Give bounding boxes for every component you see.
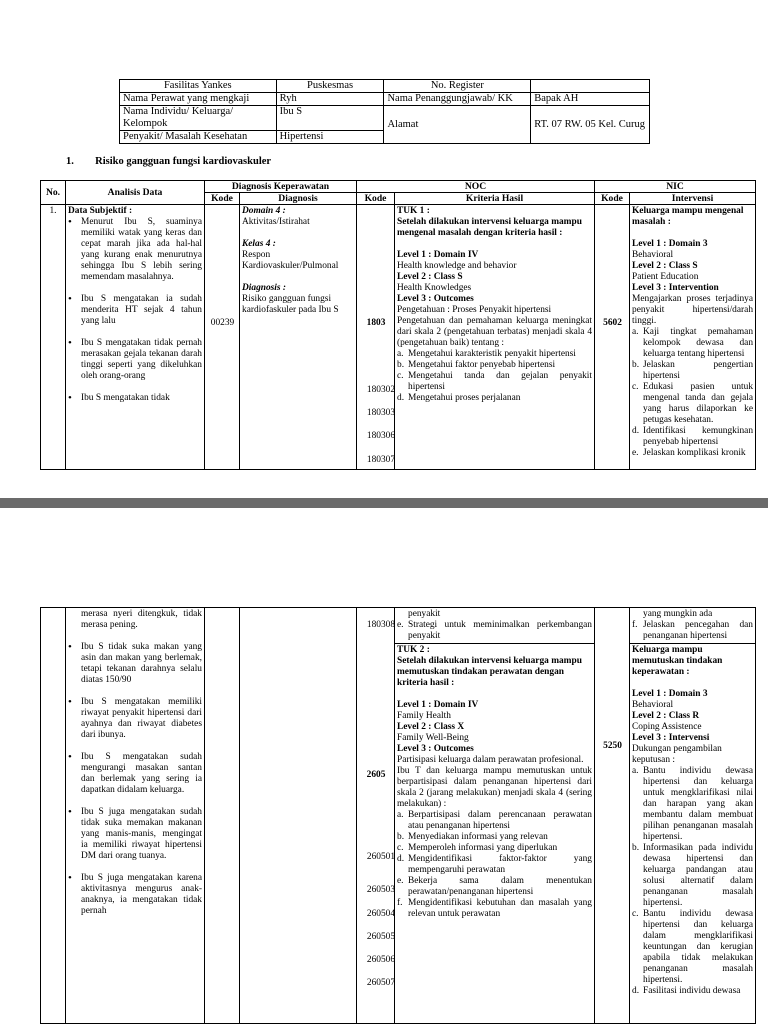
list-item: f. Jelaskan pencegahan dan penanganan hipertensi xyxy=(632,620,753,641)
list-item: • Ibu S mengatakan ia sudah menderita HT sejak 4 tahun yang lalu xyxy=(68,294,202,327)
section-title: Risiko gangguan fungsi kardiovaskuler xyxy=(95,156,272,167)
list-item: • Ibu S juga mengatakan sudah tidak suka memakan makanan yang manis-manis, mengingat ia memiliki riwayat hipertensi DM dari orang tuanya. xyxy=(68,807,202,862)
noc-code: 180308 xyxy=(366,620,395,630)
analisis-data-cell xyxy=(66,205,205,470)
individual-value: Ibu S xyxy=(276,106,384,131)
subjective-data-title: Data Subjektif : xyxy=(68,206,133,216)
noc-level2-value: Health Knowledges xyxy=(397,283,472,293)
list-item: c. Mengetahui tanda dan gejalan penyakit hipertensi xyxy=(397,371,593,392)
class-value: Respon Kardiovaskuler/Pulmonal xyxy=(242,250,339,271)
noc-code: 180302 xyxy=(366,385,395,395)
tuk-label: TUK 1 : xyxy=(397,206,430,216)
list-item: • Ibu S juga mengatakan karena aktivitasnya mengurus anak-anaknya, ia mengatakan tidak pernah xyxy=(68,873,202,917)
list-item: • Ibu S mengatakan sudah mengurangi masakan santan dan berlemak yang sering ia dapatkan didalam keluarga. xyxy=(68,752,202,796)
nic-level2-value: Coping Assistence xyxy=(632,722,702,732)
care-plan-table xyxy=(40,180,756,470)
noc-code: 260503 xyxy=(366,885,395,895)
list-item: a. Berpartisipasi dalam perencanaan perawatan atau penanganan hipertensi xyxy=(397,810,592,831)
nic-level3: Level 3 : Intervention xyxy=(632,283,719,293)
nic-intervention-cell xyxy=(630,205,756,470)
noc-code: 260504 xyxy=(366,909,395,919)
domain-label: Domain 4 : xyxy=(242,206,286,216)
diagnosis-label: Diagnosis : xyxy=(242,283,287,293)
tuk-text: Setelah dilakukan intervensi keluarga mampu mengenal masalah dengan kriteria hasil : xyxy=(397,217,582,238)
nic-code-cell xyxy=(595,205,630,470)
noc-level2: Level 2 : Class X xyxy=(397,722,465,732)
nic-level3-value: Mengajarkan proses terjadinya penyakit hipertensi/darah tinggi. xyxy=(632,294,754,326)
nic-title: Keluarga mampu memutuskan tindakan keperawatan : xyxy=(632,645,723,677)
noc-code: 1803 xyxy=(366,318,386,328)
header-noc: NOC xyxy=(357,181,595,193)
noc-continued: penyakit xyxy=(408,609,441,619)
nic-level2: Level 2 : Class R xyxy=(632,711,700,721)
nic-continued: yang mungkin ada xyxy=(643,609,713,619)
diagnosis-value: Risiko gangguan fungsi kardiofaskuler pada Ibu S xyxy=(242,294,339,315)
noc-code: 260505 xyxy=(366,932,395,942)
noc-outcome: Partisipasi keluarga dalam perawatan profesional. xyxy=(397,755,584,765)
list-item: • Ibu S mengatakan tidak pernah merasakan gejala tekanan darah tinggi seperti yang dikeluhkan oleh orang-orang xyxy=(68,338,202,382)
nic-level3: Level 3 : Intervensi xyxy=(632,733,710,743)
care-plan-table-continued xyxy=(40,607,756,1024)
list-item: b. Menyediakan informasi yang relevan xyxy=(397,832,548,842)
noc-criteria-cell xyxy=(395,608,595,1024)
nic-level1: Level 1 : Domain 3 xyxy=(632,239,708,249)
noc-level2: Level 2 : Class S xyxy=(397,272,463,282)
list-item: a. Mengetahui karakteristik penyakit hipertensi xyxy=(397,349,576,359)
responsible-value: Bapak AH xyxy=(531,93,650,106)
header-kode-nic: Kode xyxy=(595,193,630,205)
list-item: d. Mengetahui proses perjalanan xyxy=(397,393,521,403)
noc-level1-value: Health knowledge and behavior xyxy=(397,261,517,271)
list-item: d. Fasilitasi individu dewasa xyxy=(632,986,741,996)
domain-value: Aktivitas/Istirahat xyxy=(242,217,310,227)
list-item: • Ibu S tidak suka makan yang asin dan makan yang berlemak, tetapi tekanan darahnya selalu diatas 150/90 xyxy=(68,642,202,686)
header-kode-dk: Kode xyxy=(205,193,240,205)
noc-level1: Level 1 : Domain IV xyxy=(397,700,479,710)
noc-outcome-desc: Ibu T dan keluarga mampu memutuskan untuk berpartisipasi dalam penanganan hipertensi dari skala 2 (jarang melakukan) menjadi skala 4 (sering melakukan) : xyxy=(397,766,592,809)
noc-code: 180307 xyxy=(366,455,395,465)
header-intervensi: Intervensi xyxy=(630,193,756,205)
noc-code-cell xyxy=(357,608,395,1024)
list-item: b. Jelaskan pengertian hipertensi xyxy=(632,360,754,381)
address-value: RT. 07 RW. 05 Kel. Curug xyxy=(531,106,650,144)
facility-label: Fasilitas Yankes xyxy=(120,80,277,93)
diagnosis-cell xyxy=(240,608,357,1024)
noc-level3: Level 3 : Outcomes xyxy=(397,744,474,754)
header-no: No. xyxy=(41,181,66,205)
list-item: e. Jelaskan komplikasi kronik xyxy=(632,448,746,458)
nic-code: 5250 xyxy=(603,741,622,751)
row-number: 1. xyxy=(41,205,66,470)
nic-code: 5602 xyxy=(603,318,622,328)
noc-outcome-desc: Pengetahuan dan pemahaman keluarga meningkat dari skala 2 (pengetahuan terbatas) menjadi skala 4 (pengetahuan baik) tentang : xyxy=(397,316,593,348)
list-item: c. Memperoleh informasi yang diperlukan xyxy=(397,843,558,853)
section-number: 1. xyxy=(66,156,74,167)
noc-outcome: Pengetahuan : Proses Penyakit hipertensi xyxy=(397,305,552,315)
noc-code: 260501 xyxy=(366,852,395,862)
noc-code: 260506 xyxy=(366,955,395,965)
nic-intervention-cell xyxy=(630,608,756,1024)
class-label: Kelas 4 : xyxy=(242,239,276,249)
noc-code: 2605 xyxy=(366,770,386,780)
analisis-data-cell xyxy=(66,608,205,1024)
nurse-value: Ryh xyxy=(276,93,384,106)
list-item: • Menurut Ibu S, suaminya memiliki watak yang keras dan cepat marah jika ada hal-hal yang kurang enak menurutnya sehingga Ibu S lebih sering memendam masalahnya. xyxy=(68,217,202,283)
tuk-text: Setelah dilakukan intervensi keluarga mampu memutuskan tindakan perawatan dengan kriteria hasil : xyxy=(397,656,582,688)
section-heading xyxy=(66,156,271,167)
facility-value: Puskesmas xyxy=(276,80,384,93)
list-item: • Ibu S mengatakan tidak xyxy=(68,393,202,404)
header-kode-noc: Kode xyxy=(357,193,395,205)
individual-label: Nama Individu/ Keluarga/ Kelompok xyxy=(120,106,277,131)
header-diagnosis-keperawatan: Diagnosis Keperawatan xyxy=(205,181,357,193)
list-item: e. Strategi untuk meminimalkan perkembangan penyakit xyxy=(397,620,592,641)
list-item: b. Informasikan pada individu dewasa hipertensi dan keluarga pandangan atau solusi alternatif dalam penanganan masalah hipertensi. xyxy=(632,843,753,908)
noc-level1-value: Family Health xyxy=(397,711,451,721)
tuk-label: TUK 2 : xyxy=(397,645,430,655)
diagnosis-code-cell xyxy=(205,608,240,1024)
list-item: a. Bantu individu dewasa hipertensi dan keluarga untuk mengklarifikasi nilai dan harapan yang akan membantu dalam membuat pilihan penanganan masalah hipertensi. xyxy=(632,766,753,842)
row-number-empty xyxy=(41,608,66,1024)
noc-code: 180303 xyxy=(366,408,395,418)
header-analisis: Analisis Data xyxy=(66,181,205,205)
list-item: e. Bekerja sama dalam menentukan perawatan/penanganan hipertensi xyxy=(397,876,592,897)
responsible-label: Nama Penanggungjawab/ KK xyxy=(384,93,531,106)
nic-level1-value: Behavioral xyxy=(632,700,674,710)
nic-level2: Level 2 : Class S xyxy=(632,261,698,271)
document-page-1 xyxy=(0,0,768,498)
register-label: No. Register xyxy=(384,80,531,93)
noc-level1: Level 1 : Domain IV xyxy=(397,250,479,260)
nic-level1: Level 1 : Domain 3 xyxy=(632,689,708,699)
noc-code-cell xyxy=(357,205,395,470)
analisis-continued: merasa nyeri ditengkuk, tidak merasa pening. xyxy=(81,609,202,630)
nic-level1-value: Behavioral xyxy=(632,250,674,260)
disease-value: Hipertensi xyxy=(276,131,384,144)
diagnosis-cell xyxy=(240,205,357,470)
register-value xyxy=(531,80,650,93)
header-nic: NIC xyxy=(595,181,756,193)
nic-level3-value: Dukungan pengambilan keputusan : xyxy=(632,744,722,765)
address-label: Alamat xyxy=(384,106,531,144)
nic-code-cell xyxy=(595,608,630,1024)
nurse-label: Nama Perawat yang mengkaji xyxy=(120,93,277,106)
noc-level2-value: Family Well-Being xyxy=(397,733,469,743)
nic-title: Keluarga mampu mengenal masalah : xyxy=(632,206,744,227)
diagnosis-code-cell xyxy=(205,205,240,470)
list-item: c. Bantu individu dewasa hipertensi dan keluarga dalam mengklarifikasi keuntungan dan kerugian apabila tidak melakukan penanganan masalah hipertensi. xyxy=(632,909,753,985)
noc-code: 180306 xyxy=(366,431,395,441)
list-item: d. Identifikasi kemungkinan penyebab hipertensi xyxy=(632,426,754,447)
identity-table xyxy=(119,79,650,144)
disease-label: Penyakit/ Masalah Kesehatan xyxy=(120,131,277,144)
header-diagnosis: Diagnosis xyxy=(240,193,357,205)
list-item: c. Edukasi pasien untuk mengenal tanda dan gejala yang harus dilaporkan ke petugas kesehatan. xyxy=(632,382,754,425)
list-item: a. Kaji tingkat pemahaman kelompok dewasa dan keluarga tentang hipertensi xyxy=(632,327,754,359)
noc-code: 260507 xyxy=(366,978,395,988)
list-item: f. Mengidentifikasi kebutuhan dan masalah yang relevan untuk perawatan xyxy=(397,898,592,919)
list-item: • Ibu S mengatakan memiliki riwayat penyakit hipertensi dari ayahnya dan riwayat diabetes dari ibunya. xyxy=(68,697,202,741)
noc-criteria-cell xyxy=(395,205,595,470)
list-item: b. Mengetahui faktor penyebab hipertensi xyxy=(397,360,556,370)
nic-level2-value: Patient Education xyxy=(632,272,699,282)
header-kriteria: Kriteria Hasil xyxy=(395,193,595,205)
noc-level3: Level 3 : Outcomes xyxy=(397,294,474,304)
document-page-2 xyxy=(0,508,768,1024)
diagnosis-code: 00239 xyxy=(210,318,235,328)
list-item: d. Mengidentifikasi faktor-faktor yang mempengaruhi perawatan xyxy=(397,854,592,875)
